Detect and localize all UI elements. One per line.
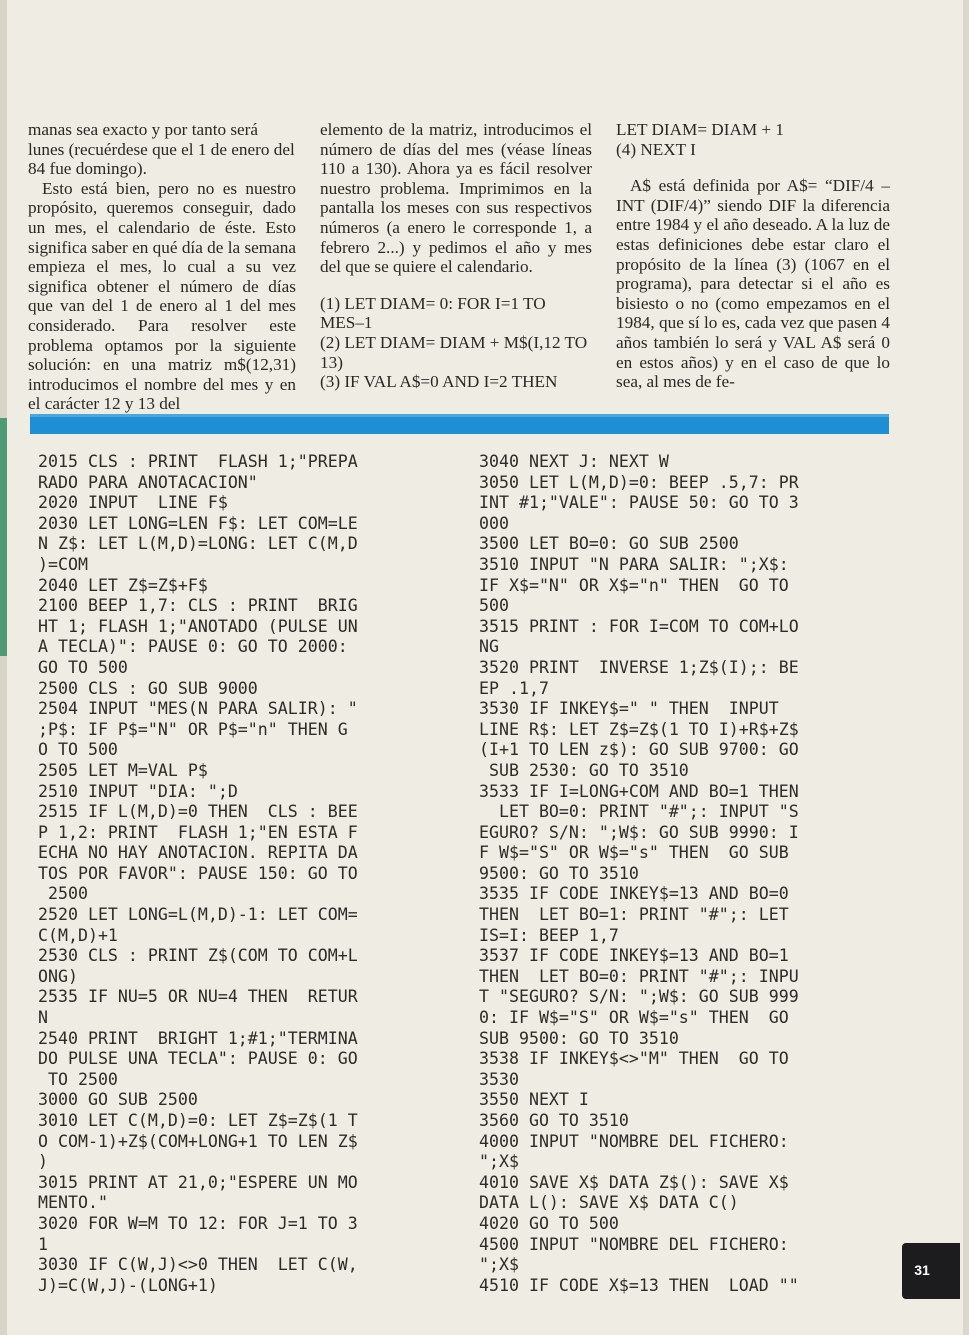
program-listing-left: 2015 CLS : PRINT FLASH 1;"PREPA RADO PARA ANOTACACION" 2020 INPUT LINE F$ 2030 LET LONG=LEN F$: LET COM=LE N Z$: LET L(M,D)=LONG: LET C(M,D )=COM 2040 LET Z$=Z$+F$ 2100 BEEP 1,7: CLS : PRINT BRIG HT 1; FLASH 1;"ANOTADO (PULSE UN A TECLA)": PAUSE 0: GO TO 2000: GO TO 500 2500 CLS : GO SUB 9000 2504 INPUT "MES(N PARA SALIR): " ;P$: IF P$="N" OR P$="n" THEN G O TO 500 2505 LET M=VAL P$ 2510 INPUT "DIA: ";D 2515 IF L(M,D)=0 THEN CLS : BEE P 1,2: PRINT FLASH 1;"EN ESTA F ECHA NO HAY ANOTACION. REPITA DA TOS POR FAVOR": PAUSE 150: GO TO 2500 2520 LET LONG=L(M,D)-1: LET COM= C(M,D)+1 2530 CLS : PRINT Z$(COM TO COM+L ONG) 2535 IF NU=5 OR NU=4 THEN RETUR N 2540 PRINT BRIGHT 1;#1;"TERMINA DO PULSE UNA TECLA": PAUSE 0: GO TO 2500 3000 GO SUB 2500 3010 LET C(M,D)=0: LET Z$=Z$(1 T O COM-1)+Z$(COM+LONG+1 TO LEN Z$ ) 3015 PRINT AT 21,0;"ESPERE UN MO MENTO." 3020 FOR W=M TO 12: FOR J=1 TO 3 1 3030 IF C(W,J)<>0 THEN LET C(W, J)=C(W,J)-(LONG+1) — [38, 452, 358, 1295]
page-left-edge-green — [0, 418, 7, 656]
code-line-3: (3) IF VAL A$=0 AND I=2 THEN — [320, 372, 558, 392]
paragraph: Esto está bien, pero no es nuestro propósito, queremos conseguir, dado un mes, el calendario de éste. Esto significa saber en qué día de la semana empieza el mes, lo cual a su vez significa obtener el número de días que van del 1 de enero al 1 del mes considerado. Para resolver este problema optamos por la siguiente solución: en una matriz m$(12,31) introducimos el nombre del mes y en el carácter 12 y 13 del — [28, 178, 296, 414]
section-divider-bar — [30, 417, 889, 434]
paragraph: elemento de la matriz, introducimos el número de días del mes (véase líneas 110 a 130). Ahora ya es fácil resolver nuestro problema. Imprimimos en la pantalla los meses con sus respectivos números (a enero le corresponde 1, a febrero 2...) y pedimos el año y mes del que se quiere el calendario. — [320, 120, 592, 277]
code-line-4: (4) NEXT I — [616, 139, 696, 159]
code-line-1: (1) LET DIAM= 0: FOR I=1 TO MES–1 — [320, 293, 546, 333]
page-number: 31 — [914, 1262, 930, 1278]
program-listing-right: 3040 NEXT J: NEXT W 3050 LET L(M,D)=0: BEEP .5,7: PR INT #1;"VALE": PAUSE 50: GO TO 3 000 3500 LET BO=0: GO SUB 2500 3510 INPUT "N PARA SALIR: ";X$: IF X$="N" OR X$="n" THEN GO TO 500 3515 PRINT : FOR I=COM TO COM+LO NG 3520 PRINT INVERSE 1;Z$(I);: BE EP .1,7 3530 IF INKEY$=" " THEN INPUT LINE R$: LET Z$=Z$(1 TO I)+R$+Z$ (I+1 TO LEN z$): GO SUB 9700: GO SUB 2530: GO TO 3510 3533 IF I=LONG+COM AND BO=1 THEN LET BO=0: PRINT "#";: INPUT "S EGURO? S/N: ";W$: GO SUB 9990: I F W$="S" OR W$="s" THEN GO SUB 9500: GO TO 3510 3535 IF CODE INKEY$=13 AND BO=0 THEN LET BO=1: PRINT "#";: LET IS=I: BEEP 1,7 3537 IF CODE INKEY$=13 AND BO=1 THEN LET BO=0: PRINT "#";: INPU T "SEGURO? S/N: ";W$: GO SUB 999 0: IF W$="S" OR W$="s" THEN GO SUB 9500: GO TO 3510 3538 IF INKEY$<>"M" THEN GO TO 3530 3550 NEXT I 3560 GO TO 3510 4000 INPUT "NOMBRE DEL FICHERO: ";X$ 4010 SAVE X$ DATA Z$(): SAVE X$ DATA L(): SAVE X$ DATA C() 4020 GO TO 500 4500 INPUT "NOMBRE DEL FICHERO: ";X$ 4510 IF CODE X$=13 THEN LOAD "" — [479, 452, 799, 1295]
page-left-edge — [0, 0, 7, 1335]
paragraph: manas sea exacto y por tanto será lunes (recuérdese que el 1 de enero del 84 fue domingo). — [28, 120, 295, 179]
code-line-2: (2) LET DIAM= DIAM + M$(I,12 TO 13) — [320, 332, 588, 372]
text-column-2 — [320, 120, 592, 392]
text-column-1 — [28, 120, 296, 414]
paragraph: A$ está definida por A$= “DIF/4 – INT (DIF/4)” siendo DIF la diferencia entre 1984 y el año deseado. A la luz de estas definiciones debe estar claro el propósito de la línea (3) (1067 en el programa), para detectar si el año es bisiesto o no (como empezamos en el 1984, que sí lo es, cada vez que pasen 4 años también lo será y VAL A$ será 0 en estos años) y en el caso de que lo sea, al mes de fe- — [616, 176, 890, 392]
text-column-3 — [616, 120, 890, 392]
page-right-edge — [963, 0, 969, 1335]
code-line-3-cont: LET DIAM= DIAM + 1 — [616, 120, 785, 139]
